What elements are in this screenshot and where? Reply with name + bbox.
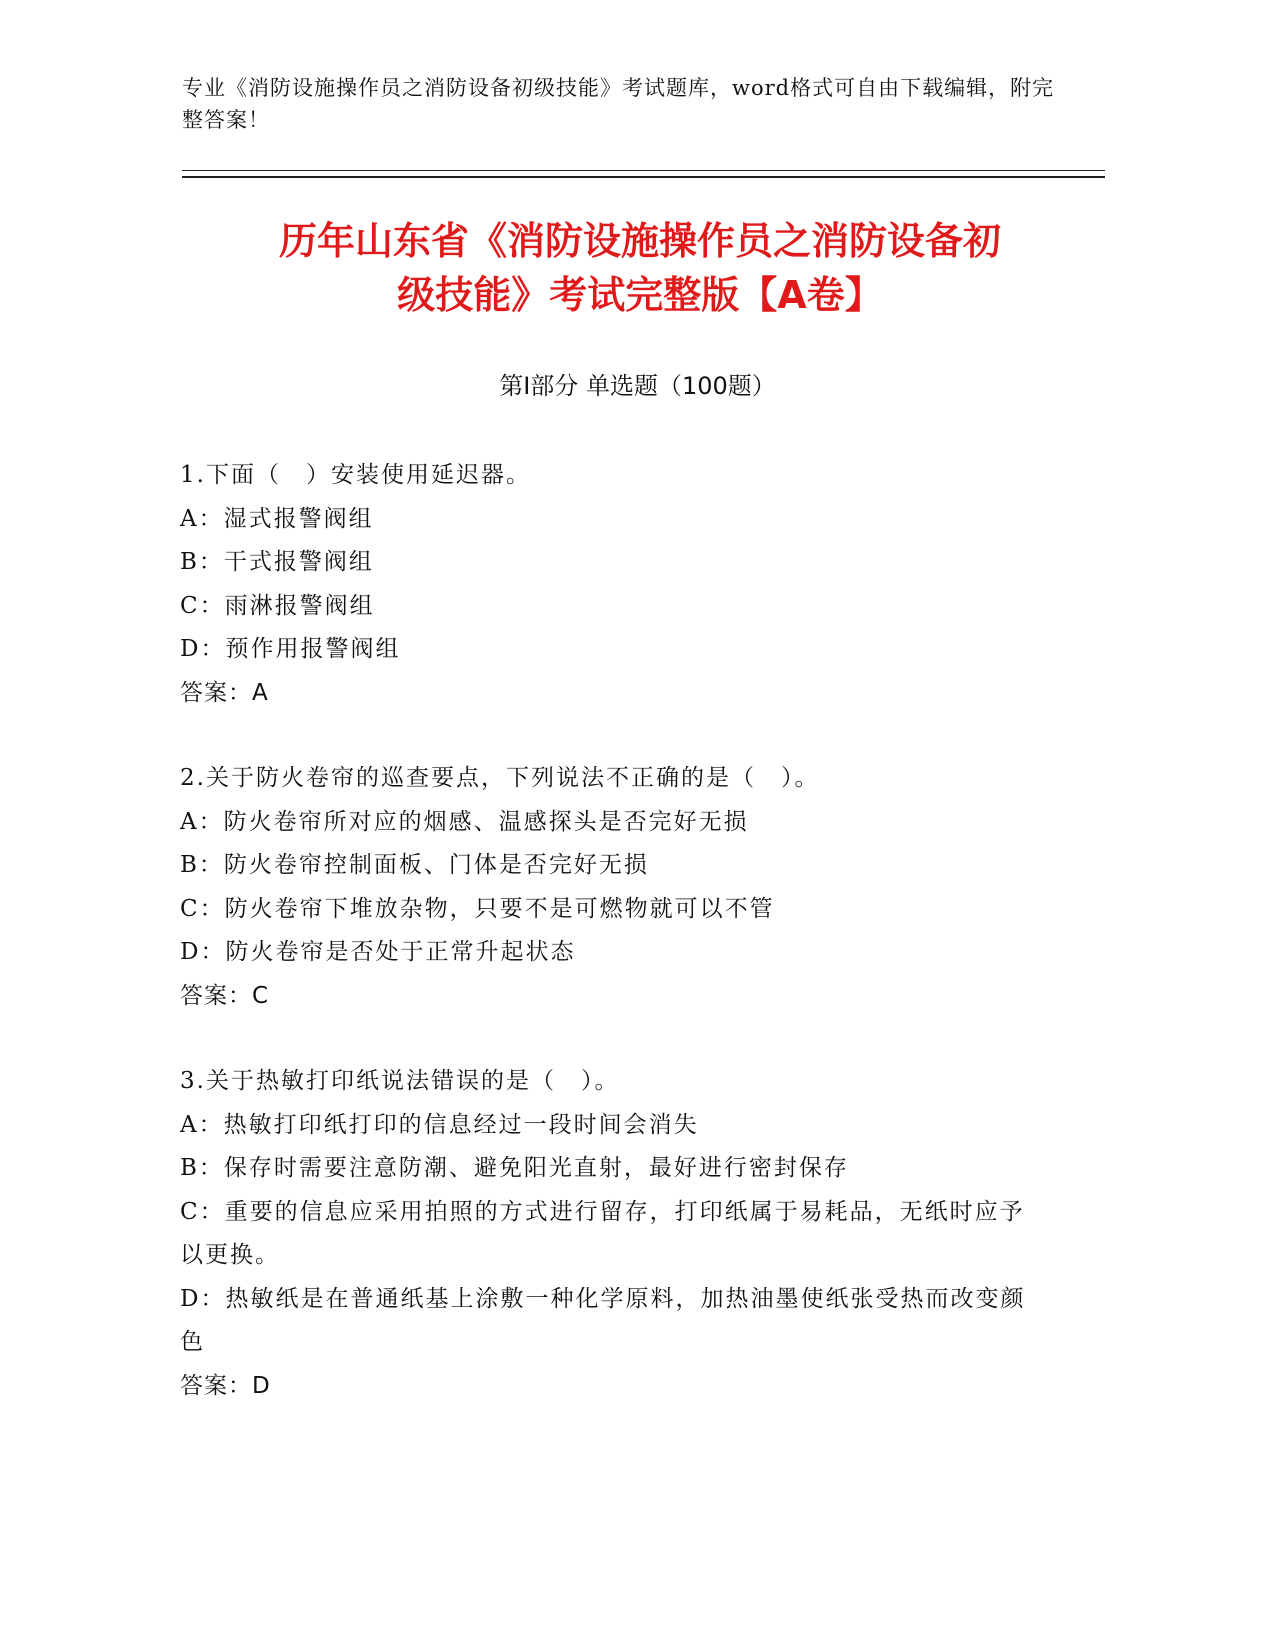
header-divider-thin bbox=[182, 170, 1105, 171]
question-list bbox=[180, 454, 1040, 1450]
option-b: B：防火卷帘控制面板、门体是否完好无损 bbox=[180, 852, 649, 878]
document-title bbox=[140, 214, 1140, 322]
option-d: D：防火卷帘是否处于正常升起状态 bbox=[180, 939, 576, 965]
document-title-line-2: 级技能》考试完整版【A卷】 bbox=[397, 273, 883, 317]
question-3 bbox=[180, 1060, 1040, 1408]
question-stem: 1.下面（ ）安装使用延迟器。 bbox=[180, 462, 531, 488]
header-note: 专业《消防设施操作员之消防设备初级技能》考试题库，word格式可自由下载编辑，附完整答案！ bbox=[182, 76, 1055, 132]
option-d: D：热敏纸是在普通纸基上涂敷一种化学原料，加热油墨使纸张受热而改变颜色 bbox=[180, 1285, 1026, 1355]
option-a: A：热敏打印纸打印的信息经过一段时间会消失 bbox=[180, 1111, 699, 1138]
question-stem: 2.关于防火卷帘的巡查要点，下列说法不正确的是（ ）。 bbox=[180, 765, 820, 791]
header-divider-thick bbox=[182, 176, 1105, 178]
answer: 答案：A bbox=[180, 679, 269, 706]
option-c: C：雨淋报警阀组 bbox=[180, 592, 375, 619]
option-b: B：保存时需要注意防潮、避免阳光直射，最好进行密封保存 bbox=[180, 1155, 849, 1181]
question-1 bbox=[180, 454, 1040, 715]
section-title: 第I部分 单选题（100题） bbox=[499, 372, 776, 400]
document-title-line-1: 历年山东省《消防设施操作员之消防设备初 bbox=[278, 219, 1001, 263]
question-2 bbox=[180, 757, 1040, 1018]
option-a: A：防火卷帘所对应的烟感、温感探头是否完好无损 bbox=[180, 808, 749, 835]
option-c: C：防火卷帘下堆放杂物，只要不是可燃物就可以不管 bbox=[180, 895, 775, 922]
option-d: D：预作用报警阀组 bbox=[180, 636, 401, 662]
answer: 答案：D bbox=[180, 1372, 271, 1399]
question-stem: 3.关于热敏打印纸说法错误的是（ ）。 bbox=[180, 1068, 620, 1094]
option-c: C：重要的信息应采用拍照的方式进行留存，打印纸属于易耗品，无纸时应予以更换。 bbox=[180, 1198, 1025, 1268]
option-a: A：湿式报警阀组 bbox=[180, 505, 374, 532]
option-b: B：干式报警阀组 bbox=[180, 549, 374, 575]
answer: 答案：C bbox=[180, 982, 270, 1009]
